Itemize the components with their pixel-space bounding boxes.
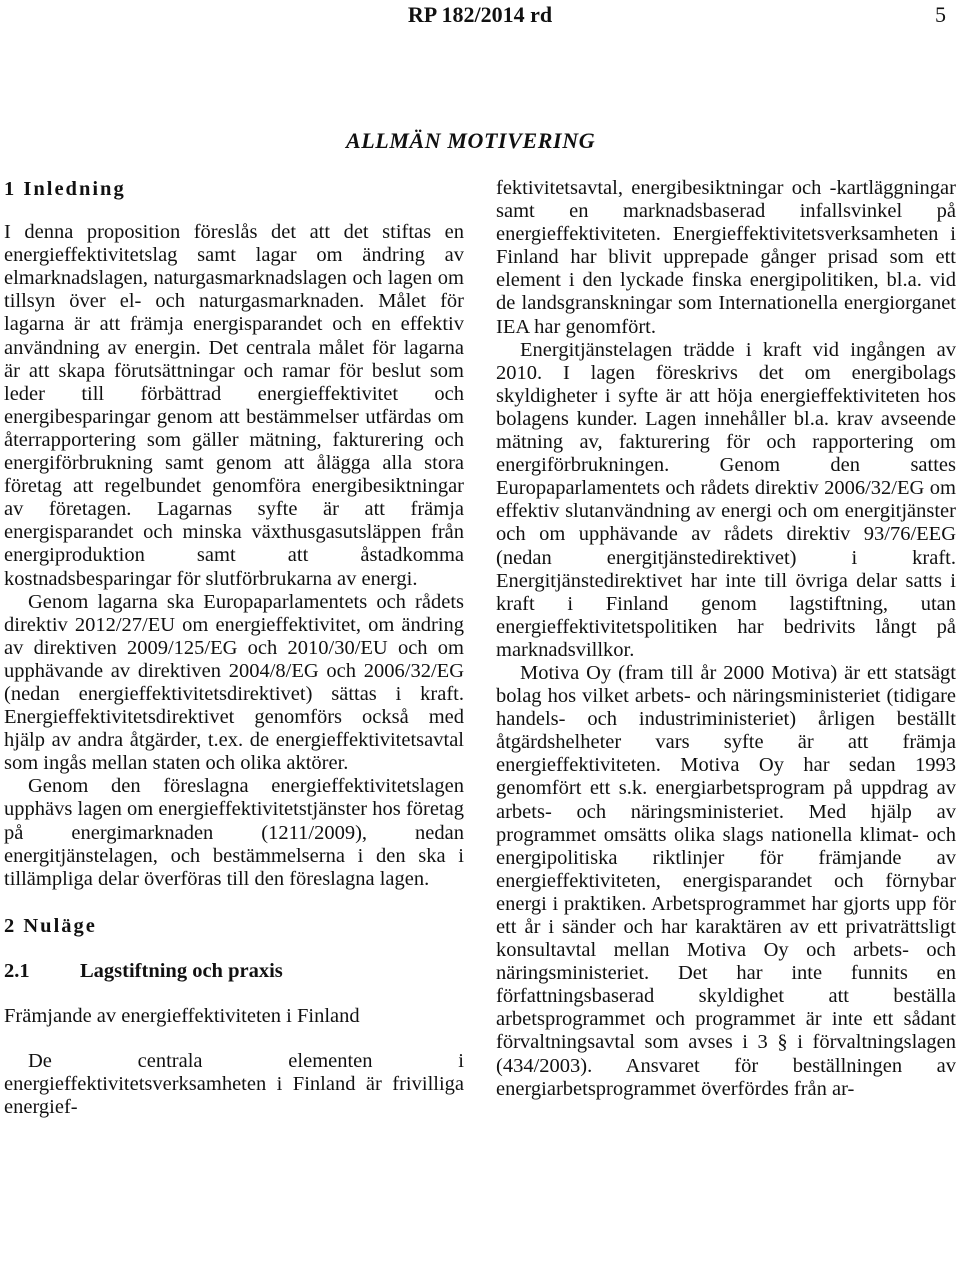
subheading: Främjande av energieffektiviteten i Finland [4,1005,360,1027]
heading-number: 2.1 [4,959,30,982]
paragraph: Genom lagarna ska Europaparlamentets och rådets direktiv 2012/27/EU om energieffektivitet, om ändring av direktiven 2009/125/EG och 2010/30/EU och om upphävande av direktiven 2004/8/EG och 2006/32/EG (nedan energieffektivitetsdirektivet) sättas i kraft. Energieffektivitetsdirektivet genomförs också med hjälp av andra åtgärder, t.ex. de energieffektivitetsavtal som ingås mellan staten och olika aktörer. [4,590,464,775]
left-column [4,170,464,1119]
paragraph: I denna proposition föreslås det att det stiftas en energieffektivitetslag samt lagar om ändring av elmarknadslagen, naturgasmarknadslagen och lagen om tillsyn över el- och naturgasmarknaden. Målet för lagarna är att främja energisparandet och en effektiv användning av energin. Det centrala målet för lagarna är att skapa förutsättningar och ramar för beslut som leder till förbättrad energieffektivitet och energibesparingar genom att bestämmelser utfärdas om återrapportering som gäller mätning, fakturering och energiförbrukning samt genom att ålägga alla stora företag att regelbundet genomföra energibesiktningar av företagen. Lagarnas syfte är att främja energisparandet och minska växthusgasutsläppen från energiproduktion samt att åstadkomma kostnadsbesparingar för slutförbrukarna av energi. [4,221,464,590]
section-title: ALLMÄN MOTIVERING [346,128,596,153]
paragraph: Genom den föreslagna energieffektivitetslagen upphävs lagen om energieffektivitetstjänster hos företag på energimarknaden (1211/2009), nedan energitjänstelagen, och bestämmelserna i den ska i tillämpliga delar överföras till den föreslagna lagen. [4,775,464,890]
heading-inledning: 1 Inledning [4,178,126,200]
paragraph: De centrala elementen i energieffektivitetsverksamheten i Finland är frivilliga energief- [4,1050,464,1119]
page-number: 5 [935,2,946,27]
heading-nulage: 2 Nuläge [4,914,97,937]
paragraph: Motiva Oy (fram till år 2000 Motiva) är ett statsägt bolag hos vilket arbets- och näringsministeriet (tidigare handels- och industriministeriet) årligen beställt åtgärdshelheter vars syfte är att främja energieffektiviteten. Motiva Oy har sedan 1993 genomfört ett s.k. energiarbetsprogram på uppdrag av arbets- och näringsministeriet. Med hjälp av programmet omsätts olika slags nationella klimat- och energipolitiska riktlinjer för främjande av energieffektiviteten, energisparandet och förnybar energi i praktiken. Arbetsprogrammet har gjorts upp för ett år i sänder och har karaktären av ett privaträttsligt konsultavtal mellan Motiva Oy och arbets- och näringsministeriet. Det har inte funnits en författningsbaserad skyldighet att beställa arbetsprogrammet och programmet är inte ett sådant förvaltningsavtal som avses i 3 § i förvaltningslagen (434/2003). Ansvaret för beställningen av energiarbetsprogrammet överfördes från ar- [496,661,956,1100]
document-reference: RP 182/2014 rd [407,2,553,27]
paragraph: fektivitetsavtal, energibesiktningar och -kartläggningar samt en marknadsbaserad infallsvinkel på energieffektiviteten. Energieffektivitetsverksamheten i Finland har blivit upprepade gånger prisad som ett element i den lyckade finska energipolitiken, bl.a. vid de landsgranskningar som Internationella energiorganet IEA har genomfört. [496,177,956,338]
paragraph: Energitjänstelagen trädde i kraft vid ingången av 2010. I lagen föreskrivs det om energibolags skyldigheter i syfte är att höja energieffektiviteten hos bolagens kunder. Lagen innehåller bl.a. krav avseende mätning av, fakturering för och rapportering om energiförbrukningen. Genom den sattes Europaparlamentets och rådets direktiv 2006/32/EG om effektiv slutanvändning av energi och om energitjänster och om upphävande av rådets direktiv 93/76/EEG (nedan energitjänstedirektivet) i kraft. Energitjänstedirektivet har inte till övriga delar satts i kraft i Finland genom lagstiftning, utan energieffektivitetspolitiken har bedrivits långt på marknadsvillkor. [496,338,956,661]
heading-lagstiftning [4,960,464,983]
heading-title: Lagstiftning och praxis [80,959,283,982]
right-column [496,177,956,1101]
